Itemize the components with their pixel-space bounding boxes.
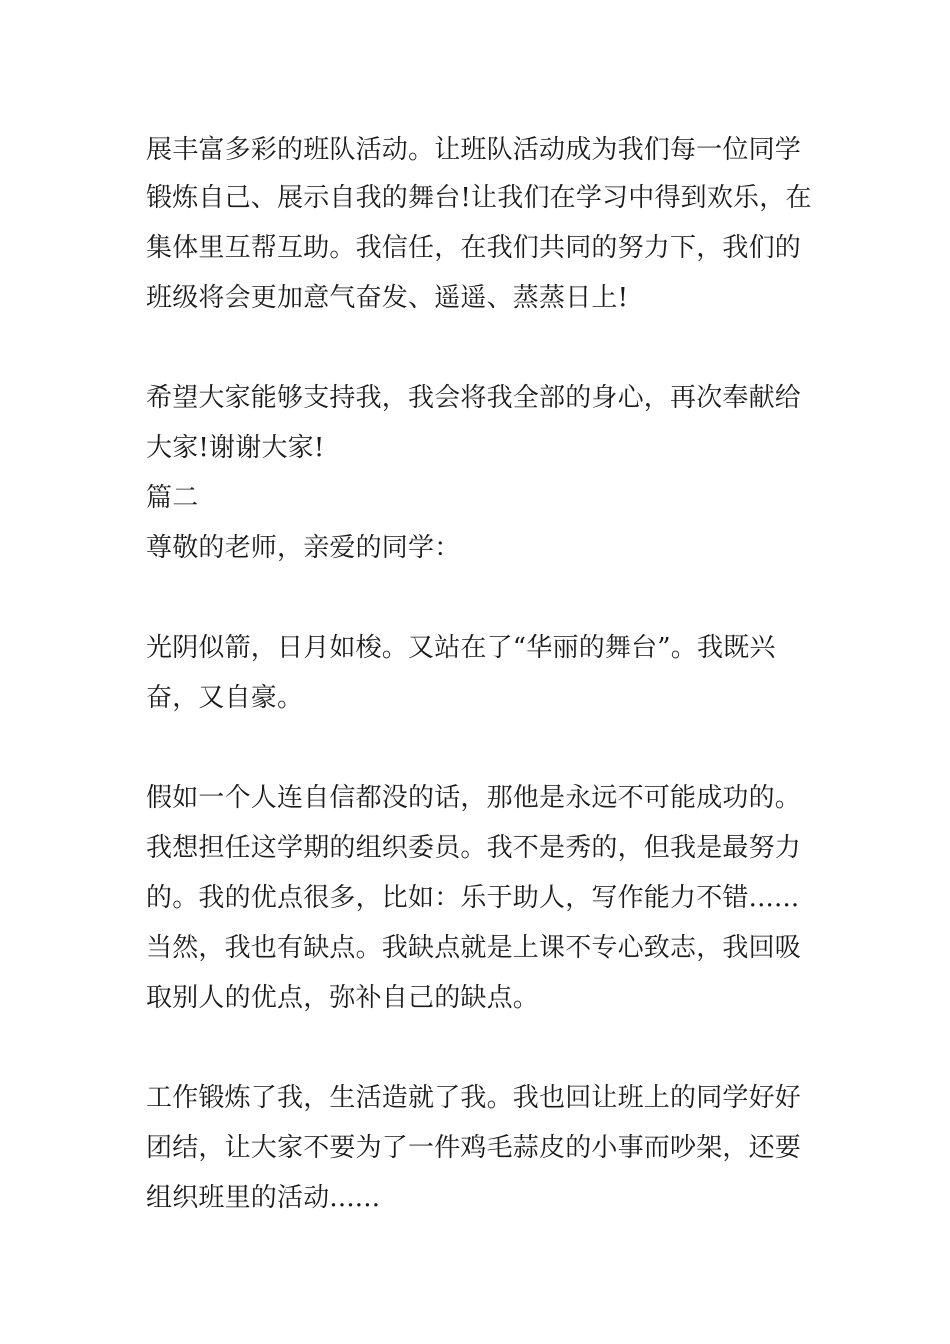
paragraph-4-line-4: 当然，我也有缺点。我缺点就是上课不专心致志，我回吸 bbox=[146, 933, 802, 963]
paragraph-2-line-1: 希望大家能够支持我，我会将我全部的身心，再次奉献给 bbox=[146, 383, 802, 413]
paragraph-4-line-1: 假如一个人连自信都没的话，那他是永远不可能成功的。 bbox=[146, 783, 802, 813]
paragraph-4-line-3: 的。我的优点很多，比如：乐于助人，写作能力不错...... bbox=[146, 883, 800, 913]
paragraph-2-line-2: 大家!谢谢大家! bbox=[146, 433, 325, 463]
paragraph-3-line-1: 光阴似箭，日月如梭。又站在了“华丽的舞台”。我既兴 bbox=[146, 633, 776, 663]
paragraph-4-line-5: 取别人的优点，弥补自己的缺点。 bbox=[146, 983, 540, 1013]
paragraph-5-line-3: 组织班里的活动...... bbox=[146, 1183, 381, 1213]
paragraph-4-line-2: 我想担任这学期的组织委员。我不是秀的，但我是最努力 bbox=[146, 833, 802, 863]
paragraph-1-line-1: 展丰富多彩的班队活动。让班队活动成为我们每一位同学 bbox=[146, 135, 802, 165]
salutation: 尊敬的老师，亲爱的同学： bbox=[146, 533, 461, 563]
paragraph-1-line-3: 集体里互帮互助。我信任，在我们共同的努力下，我们的 bbox=[146, 233, 802, 263]
paragraph-3-line-2: 奋，又自豪。 bbox=[146, 683, 304, 713]
paragraph-1-line-2: 锻炼自己、展示自我的舞台!让我们在学习中得到欢乐，在 bbox=[146, 183, 812, 213]
paragraph-5-line-2: 团结，让大家不要为了一件鸡毛蒜皮的小事而吵架，还要 bbox=[146, 1133, 802, 1163]
section-heading: 篇二 bbox=[146, 483, 199, 513]
paragraph-5-line-1: 工作锻炼了我，生活造就了我。我也回让班上的同学好好 bbox=[146, 1083, 802, 1113]
paragraph-1-line-4: 班级将会更加意气奋发、遥遥、蒸蒸日上! bbox=[146, 283, 629, 313]
